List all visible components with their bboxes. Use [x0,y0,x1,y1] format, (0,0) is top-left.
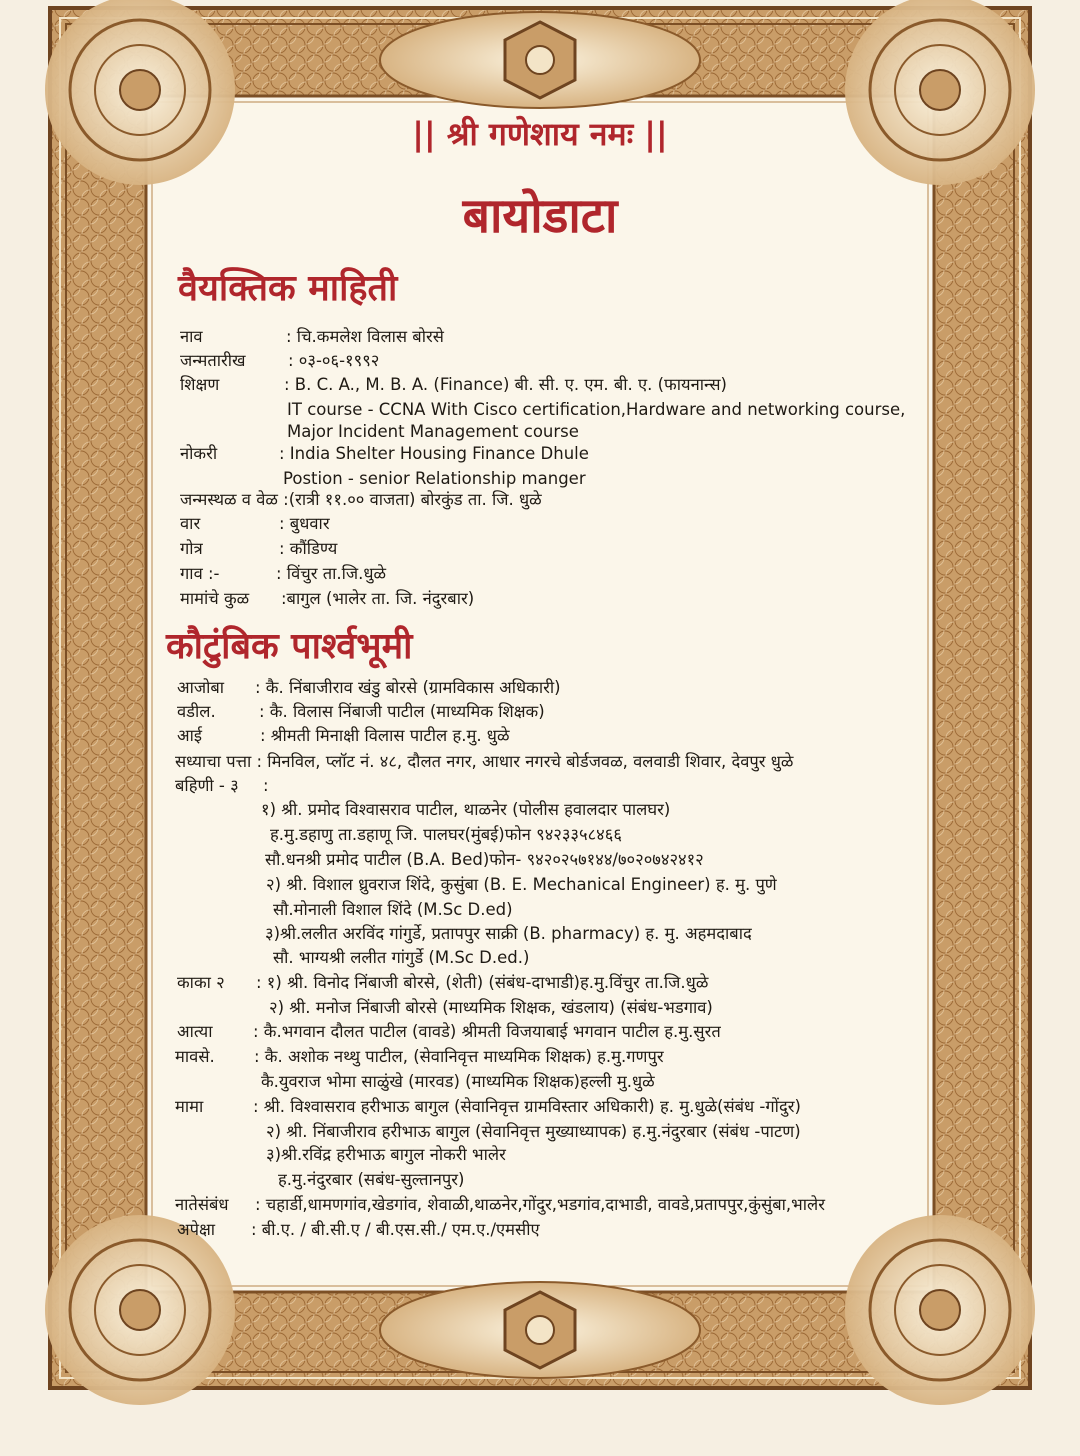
mavse-2: कै.युवराज भोमा साळुंखे (मारवड) (माध्यमिक शिक्षक)हल्ली मु.धुळे [261,1072,655,1091]
label-mother: आई [177,726,202,745]
mama-2: २) श्री. निंबाजीराव हरीभाऊ बागुल (सेवानिवृत्त मुख्याध्यापक) ह.मु.नंदुरबार (संबंध -पाटण) [266,1122,801,1141]
value-maternal-clan: :बागुल (भालेर ता. जि. नंदुरबार) [281,589,475,608]
value-name: : चि.कमलेश विलास बोरसे [286,327,444,346]
mama-3-residence: ह.मु.नंदुरबार (सबंध-सुल्तानपुर) [278,1170,465,1189]
mama-1: : श्री. विश्वासराव हरीभाऊ बागुल (सेवानिवृत्त ग्रामविस्तार अधिकारी) ह. मु.धुळे(संबंध -गोंदुर) [253,1097,801,1116]
label-aunt: आत्या [177,1022,213,1041]
bottom-center-medallion [380,1282,700,1378]
value-relations: : चहार्डी,धामणगांव,खेडगांव, शेवाळी,थाळनेर,गोंदुर,भडगांव,दाभाडी, वावडे,प्रतापपुर,कुंसुंबा,भालेर [255,1195,825,1214]
mama-3: ३)श्री.रविंद्र हरीभाऊ बागुल नोकरी भालेर [266,1145,506,1164]
mavse-1: : कै. अशोक नथ्थु पाटील, (सेवानिवृत्त माध्यमिक शिक्षक) ह.मु.गणपुर [254,1047,664,1066]
label-village: गाव :- [180,564,220,583]
value-day: : बुधवार [279,514,330,533]
label-gotra: गोत्र [180,539,203,558]
current-address: सध्याचा पत्ता : मिनविल, प्लॉट नं. ४८, दौलत नगर, आधार नगरचे बोर्डजवळ, वलवाडी शिवार, देवपुर धुळे [175,752,794,771]
top-center-medallion [380,12,700,108]
value-job: : India Shelter Housing Finance Dhule [279,444,589,463]
corner-ornament-bottom-right [845,1215,1035,1405]
label-uncles: काका २ [177,973,225,992]
sister-1-name: सौ.धनश्री प्रमोद पाटील (B.A. Bed)फोन- ९४२०२५७१४४/७०२०७४२४१२ [265,850,704,869]
label-education: शिक्षण [180,375,220,394]
value-education-mim: Major Incident Management course [287,422,579,441]
sisters-colon: : [263,776,269,795]
birthplace-time: जन्मस्थळ व वेळ :(रात्री ११.०० वाजता) बोरकुंड ता. जि. धुळे [180,490,542,509]
label-maternal-clan: मामांचे कुळ [180,589,250,608]
value-gotra: : कौंडिण्य [279,539,338,558]
value-father: : कै. विलास निंबाजी पाटील (माध्यमिक शिक्षक) [259,702,545,721]
sister-2-name: सौ.मोनाली विशाल शिंदे (M.Sc D.ed) [273,900,513,919]
value-aunt: : कै.भगवान दौलत पाटील (वावडे) श्रीमती विजयाबाई भगवान पाटील ह.मु.सुरत [253,1022,721,1041]
sister-3-husband: ३)श्री.ललीत अरविंद गांगुर्डे, प्रतापपुर साक्री (B. pharmacy) ह. मु. अहमदाबाद [265,924,752,943]
corner-ornament-bottom-left [45,1215,235,1405]
value-grandfather: : कै. निंबाजीराव खंडु बोरसे (ग्रामविकास अधिकारी) [255,678,561,697]
value-education-it: IT course - CCNA With Cisco certification,Hardware and networking course, [287,400,906,419]
label-maternal-aunts-husbands: मावसे. [175,1047,215,1066]
label-maternal-uncles: मामा [175,1097,204,1116]
sister-2-husband: २) श्री. विशाल ध्रुवराज शिंदे, कुसुंबा (B. E. Mechanical Engineer) ह. मु. पुणे [266,875,777,894]
label-expectations: अपेक्षा [177,1220,216,1239]
label-birthdate: जन्मतारीख [180,351,246,370]
value-birthdate: : ०३-०६-१९९२ [288,351,380,370]
corner-ornament-top-right [845,0,1035,185]
label-day: वार [180,514,201,533]
personal-info-heading: वैयक्तिक माहिती [178,268,398,309]
value-village: : विंचुर ता.जि.धुळे [276,564,387,583]
corner-ornament-top-left [45,0,235,185]
label-job: नोकरी [180,444,218,463]
sister-3-name: सौ. भाग्यश्री ललीत गांगुर्डे (M.Sc D.ed.) [273,948,530,967]
label-grandfather: आजोबा [177,678,225,697]
invocation-text: || श्री गणेशाय नमः || [412,115,668,153]
value-education: : B. C. A., M. B. A. (Finance) बी. सी. ए. एम. बी. ए. (फायनान्स) [284,375,727,394]
label-father: वडील. [177,702,216,721]
label-relations: नातेसंबंध [175,1195,229,1214]
value-job-position: Postion - senior Relationship manger [283,469,586,488]
sister-1-husband: १) श्री. प्रमोद विश्वासराव पाटील, थाळनेर (पोलीस हवालदार पालघर) [261,800,671,819]
family-background-heading: कौटुंबिक पार्श्वभूमी [166,626,413,667]
label-sisters: बहिणी - ३ [175,776,239,795]
label-name: नाव [180,327,203,346]
sister-1-residence: ह.मु.डहाणु ता.डहाणू जि. पालघर(मुंबई)फोन ९४२३३५८४६६ [270,825,622,844]
value-expectations: : बी.ए. / बी.सी.ए / बी.एस.सी./ एम.ए./एमसीए [251,1220,540,1239]
document-title: बायोडाटा [462,188,618,244]
uncle-1: : १) श्री. विनोद निंबाजी बोरसे, (शेती) (संबंध-दाभाडी)ह.मु.विंचुर ता.जि.धुळे [256,973,709,992]
value-mother: : श्रीमती मिनाक्षी विलास पाटील ह.मु. धुळे [260,726,510,745]
uncle-2: २) श्री. मनोज निंबाजी बोरसे (माध्यमिक शिक्षक, खंडलाय) (संबंध-भडगाव) [269,998,713,1017]
